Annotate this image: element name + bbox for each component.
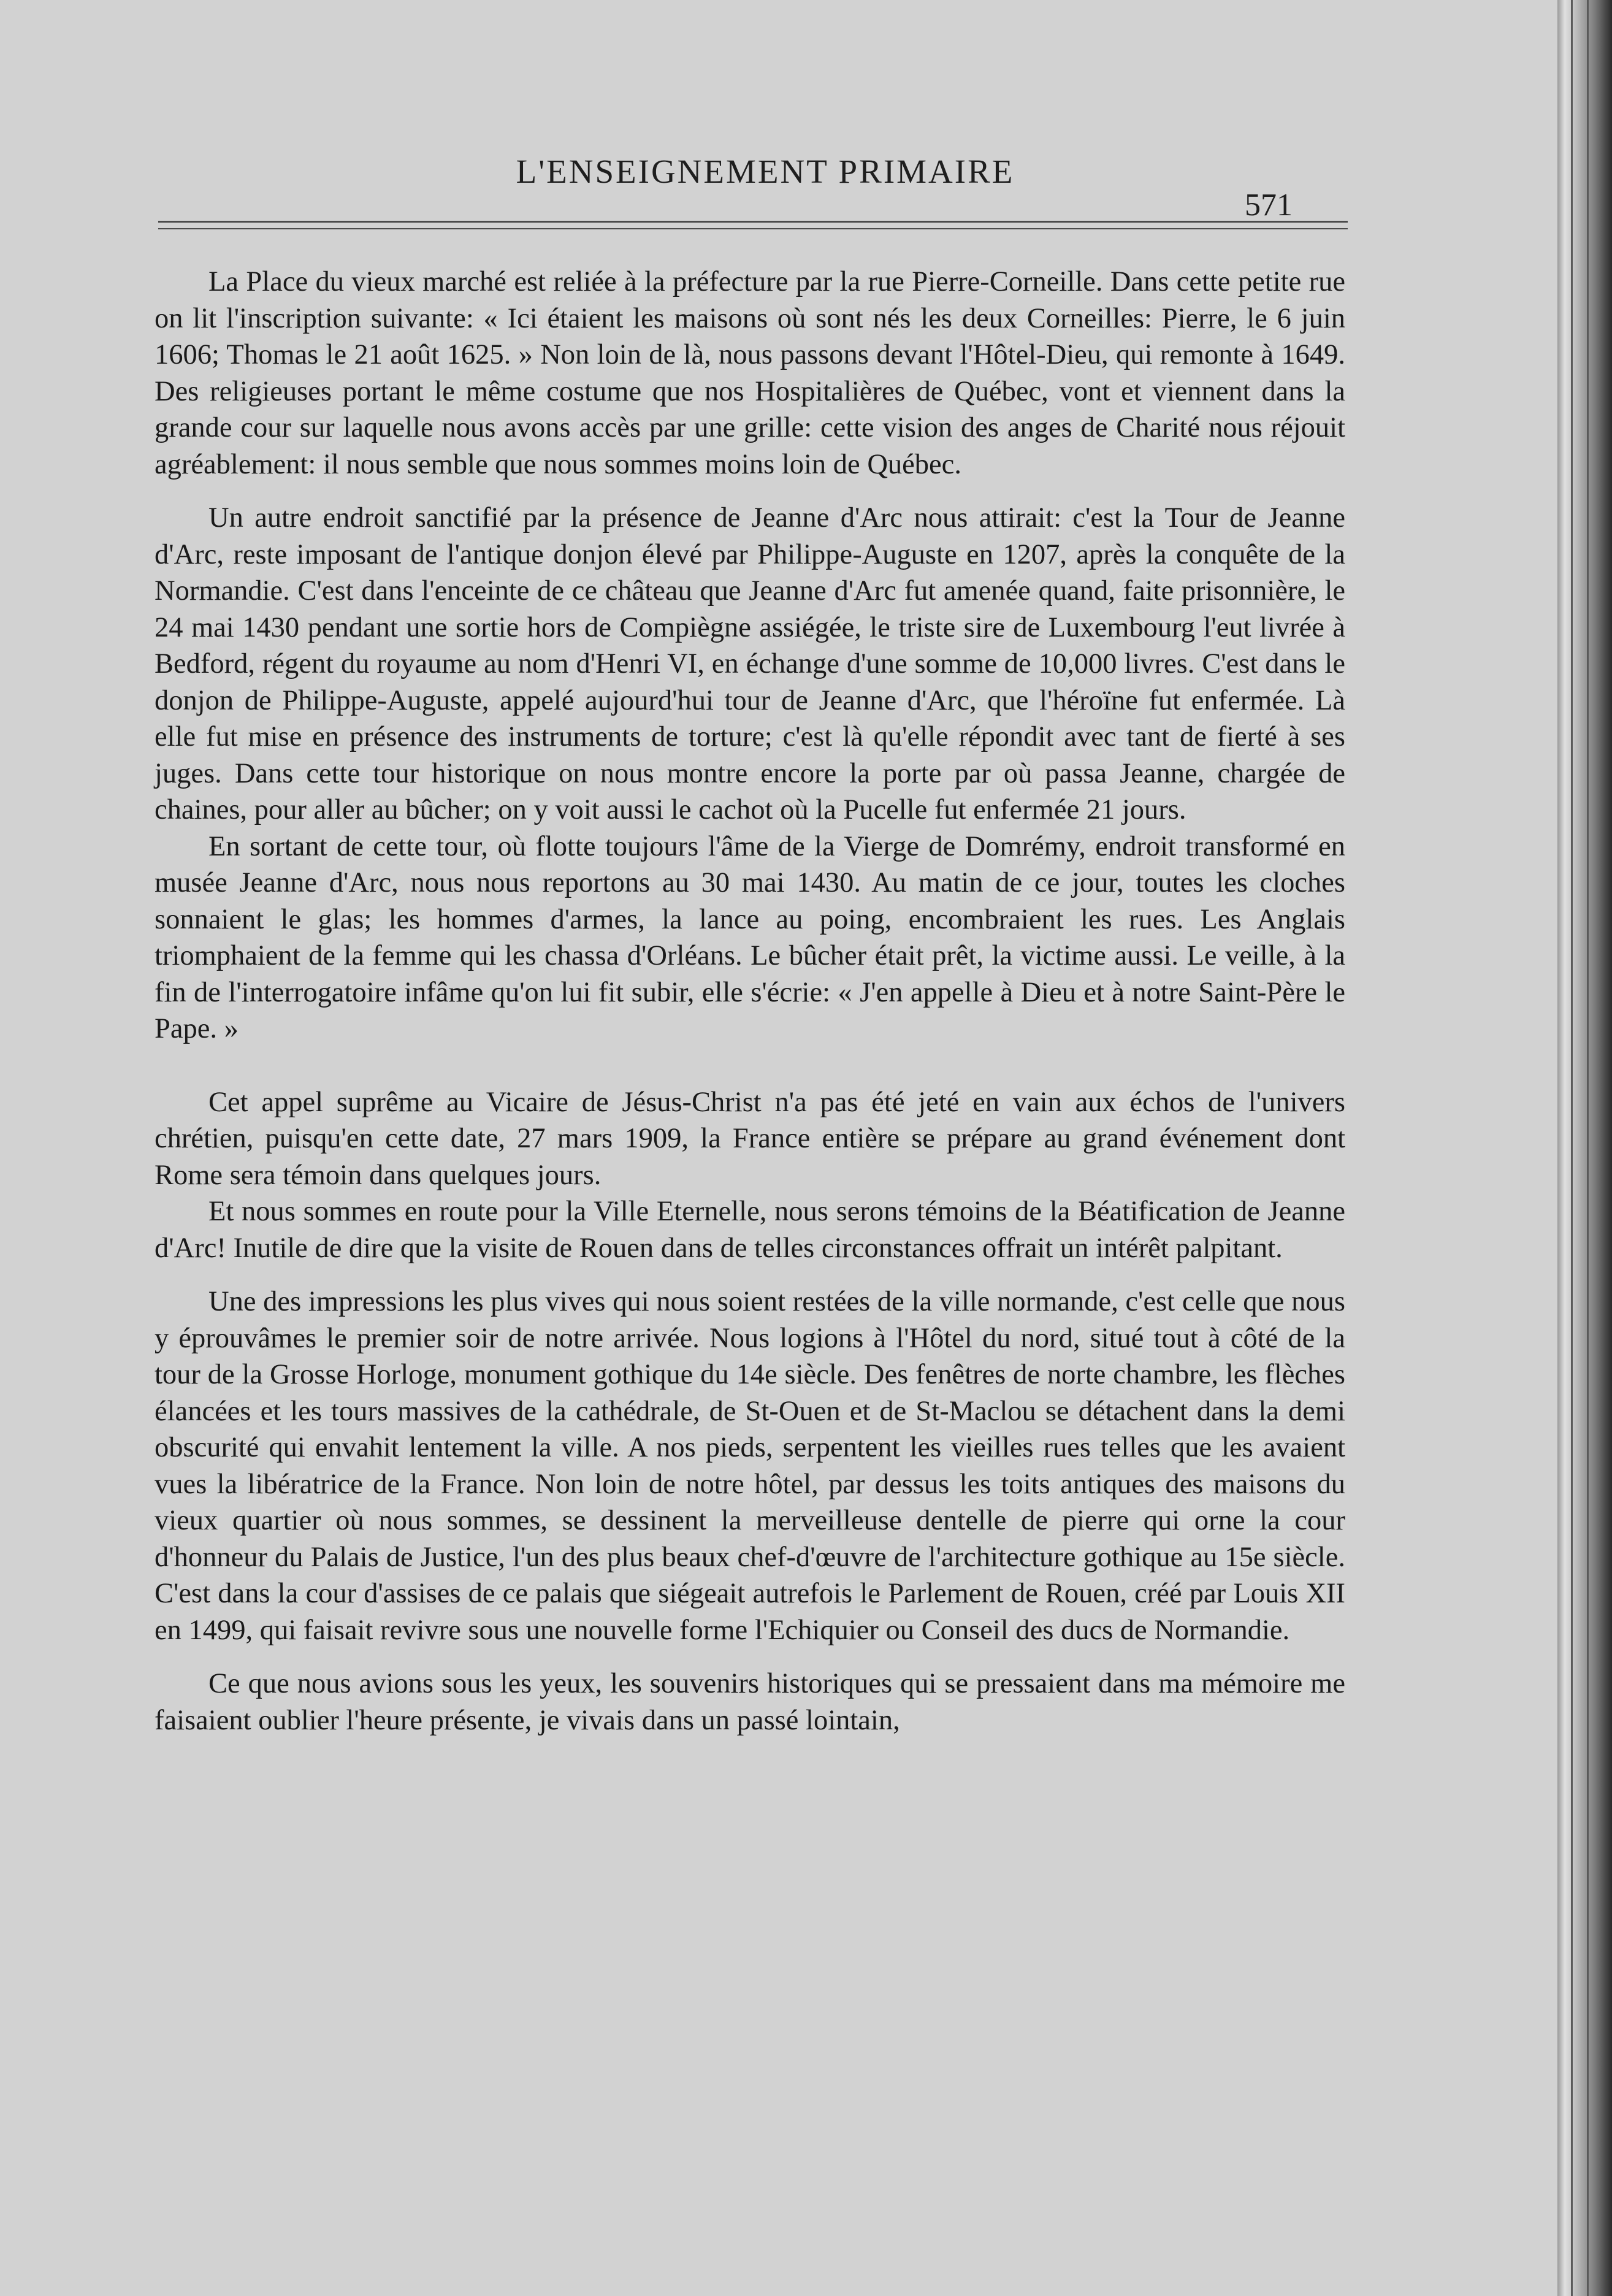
paragraph: Cet appel suprême au Vicaire de Jésus-Christ n'a pas été jeté en vain aux échos de l'univers chrétien, puisqu'en cette date, 27 mars 1909, la France entière se prépare au grand événement dont Rome sera témoin dans quelques jours.: [155, 1086, 1345, 1191]
paragraph: Et nous sommes en route pour la Ville Eternelle, nous serons témoins de la Béatification de Jeanne d'Arc! Inutile de dire que la visite de Rouen dans de telles circonstances offrait un intérêt palpitant.: [155, 1196, 1345, 1264]
binding-line: [1587, 0, 1589, 2296]
header-rule-bottom: [158, 228, 1348, 229]
page-binding-edge: [1557, 0, 1612, 2296]
paragraph: Un autre endroit sanctifié par la présence de Jeanne d'Arc nous attirait: c'est la Tour de Jeanne d'Arc, reste imposant de l'antique donjon élevé par Philippe-Auguste en 1207, après la conquête de la Normandie. C'est dans l'enceinte de ce château que Jeanne d'Arc fut amenée quand, faite prisonnière, le 24 mai 1430 pendant une sortie hors de Compiègne assiégée, le triste sire de Luxembourg l'eut livrée à Bedford, régent du royaume au nom d'Henri VI, en échange d'une somme de 10,000 livres. C'est dans le donjon de Philippe-Auguste, appelé aujourd'hui tour de Jeanne d'Arc, que l'héroïne fut enfermée. Là elle fut mise en présence des instruments de torture; c'est là qu'elle répondit avec tant de fierté à ses juges. Dans cette tour historique on nous montre encore la porte par où passa Jeanne, chargée de chaines, pour aller au bûcher; on y voit aussi le cachot où la Pucelle fut enfermée 21 jours.: [155, 502, 1345, 825]
body-text: [155, 264, 1345, 1739]
paragraph: La Place du vieux marché est reliée à la préfecture par la rue Pierre-Corneille. Dans cette petite rue on lit l'inscription suivante: « Ici étaient les maisons où sont nés les deux Corneilles: Pierre, le 6 juin 1606; Thomas le 21 août 1625. » Non loin de là, nous passons devant l'Hôtel-Dieu, qui remonte à 1649. Des religieuses portant le même costume que nos Hospitalières de Québec, vont et viennent dans la grande cour sur laquelle nous avons accès par une grille: cette vision des anges de Charité nous réjouit agréablement: il nous semble que nous sommes moins loin de Québec.: [155, 266, 1345, 480]
running-head: L'ENSEIGNEMENT PRIMAIRE: [516, 153, 1015, 190]
header-rule-top: [158, 221, 1348, 223]
binding-line: [1571, 0, 1573, 2296]
paragraph: Une des impressions les plus vives qui nous soient restées de la ville normande, c'est celle que nous y éprouvâmes le premier soir de notre arrivée. Nous logions à l'Hôtel du nord, situé tout à côté de la tour de la Grosse Horloge, monument gothique du 14e siècle. Des fenêtres de norte chambre, les flèches élancées et les tours massives de la cathédrale, de St-Ouen et de St-Maclou se détachent dans la demi obscurité qui envahit lentement la ville. A nos pieds, serpentent les vieilles rues telles que les avaient vues la libératrice de la France. Non loin de notre hôtel, par dessus les toits antiques des maisons du vieux quartier où nous sommes, se dessinent la merveilleuse dentelle de pierre qui orne la cour d'honneur du Palais de Justice, l'un des plus beaux chef-d'œuvre de l'architecture gothique au 15e siècle. C'est dans la cour d'assises de ce palais que siégeait autrefois le Parlement de Rouen, créé par Louis XII en 1499, qui faisait revivre sous une nouvelle forme l'Echiquier ou Conseil des ducs de Normandie.: [155, 1286, 1345, 1646]
paragraph: En sortant de cette tour, où flotte toujours l'âme de la Vierge de Domrémy, endroit transformé en musée Jeanne d'Arc, nous nous reportons au 30 mai 1430. Au matin de ce jour, toutes les cloches sonnaient le glas; les hommes d'armes, la lance au poing, encombraient les rues. Les Anglais triomphaient de la femme qui les chassa d'Orléans. Le bûcher était prêt, la victime aussi. Le veille, à la fin de l'interrogatoire infâme qu'on lui fit subir, elle s'écrie: « J'en appelle à Dieu et à notre Saint-Père le Pape. »: [155, 830, 1345, 1044]
page-number: 571: [1245, 188, 1293, 223]
paragraph: Ce que nous avions sous les yeux, les souvenirs historiques qui se pressaient dans ma mémoire me faisaient oublier l'heure présente, je vivais dans un passé lointain,: [155, 1668, 1345, 1736]
